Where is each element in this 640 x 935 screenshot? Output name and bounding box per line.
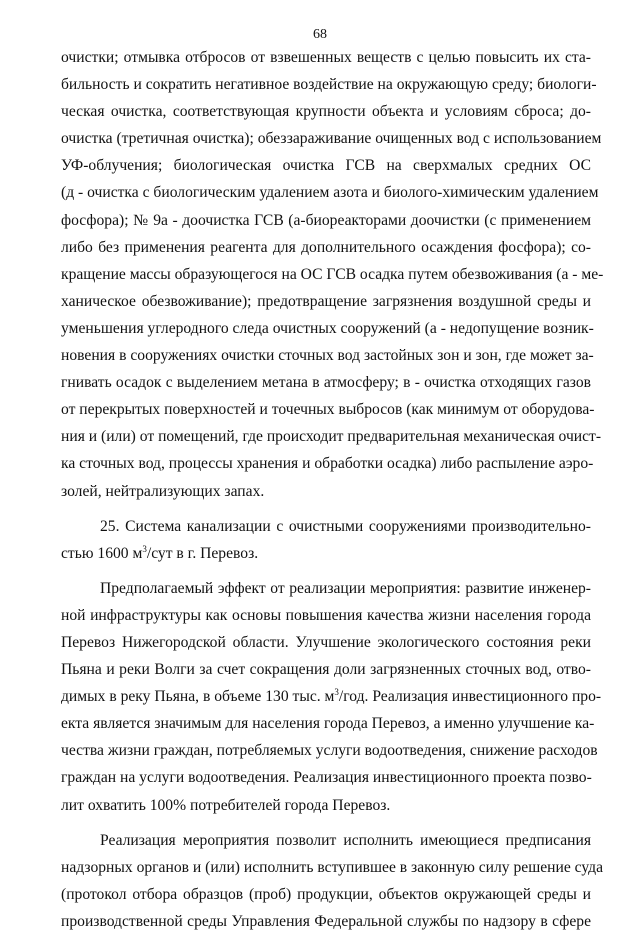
text-segment: /год. Реализация инвестиционного про- [338, 688, 602, 706]
text-line: екта является значимым для населения города Перевоз, а именно улучшение ка- [61, 715, 595, 733]
text-line: Реализация мероприятия позволит исполнить имеющиеся предписания [100, 831, 591, 849]
superscript: 3 [334, 686, 339, 697]
page-number: 68 [313, 27, 327, 42]
text-line: (протокол отбора образцов (проб) продукции, объектов окружающей среды и [61, 885, 591, 903]
text-line: надзорных органов и (или) исполнить вступившее в законную силу решение суда [61, 858, 604, 876]
paragraph-expected-effect [61, 575, 602, 819]
text-line: ной инфраструктуры как основы повышения качества жизни населения города [61, 606, 591, 624]
text-line: ческая очистка, соответствующая крупности объекта и условиям сброса; до- [61, 103, 591, 121]
text-line [61, 683, 602, 710]
text-line: 25. Система канализации с очистными сооружениями производительно- [100, 517, 591, 535]
text-line: фосфора); № 9а - доочистка ГСВ (а-биореакторами доочистки (с применением [61, 211, 591, 229]
text-line: ния и (или) от помещений, где происходит предварительная механическая очист- [61, 428, 602, 446]
text-segment: димых в реку Пьяна, в объеме 130 тыс. м [61, 688, 335, 706]
text-line: либо без применения реагента для дополнительного осаждения фосфора); со- [61, 238, 591, 256]
paragraph-item-25 [61, 513, 591, 567]
text-line: чества жизни граждан, потребляемых услуги водоотведения, снижение расходов [61, 742, 598, 760]
text-line: Предполагаемый эффект от реализации мероприятия: развитие инженер- [100, 579, 591, 597]
text-line: ка сточных вод, процессы хранения и обработки осадка) либо распыление аэро- [61, 455, 594, 473]
text-line: Перевоз Нижегородской области. Улучшение экологического состояния реки [61, 633, 591, 651]
text-line: золей, нейтрализующих запах. [61, 482, 265, 500]
text-line: очистки; отмывка отбросов от взвешенных веществ с целью повысить их ста- [61, 49, 591, 66]
text-line: новения в сооружениях очистки сточных вод застойных зон и зон, где может за- [61, 347, 594, 365]
paragraph-implementation [61, 827, 604, 935]
text-line: бильность и сократить негативное воздействие на окружающую среду; биологи- [61, 76, 597, 94]
paragraph-spacing [61, 819, 591, 827]
text-line: Пьяна и реки Волги за счет сокращения доли загрязненных сточных вод, отво- [61, 661, 591, 679]
text-line: лит охватить 100% потребителей города Перевоз. [61, 796, 391, 814]
text-line: очистка (третичная очистка); обеззараживание очищенных вод с использованием [61, 130, 602, 148]
paragraph-spacing [61, 567, 591, 575]
text-line: (д - очистка с биологическим удалением азота и биолого-химическим удалением [61, 184, 599, 202]
text-line: гнивать осадок с выделением метана в атмосферу; в - очистка отходящих газов [61, 374, 591, 392]
superscript: 3 [142, 543, 147, 554]
text-segment: /сут в г. Перевоз. [146, 544, 259, 562]
text-line: кращение массы образующегося на ОС ГСВ осадка путем обезвоживания (а - ме- [61, 265, 604, 283]
paragraph-treatment-methods [61, 44, 604, 505]
text-line: от перекрытых поверхностей и точечных выбросов (как минимум от оборудова- [61, 401, 595, 419]
text-line [61, 540, 591, 567]
document-body [61, 44, 604, 935]
paragraph-spacing [61, 505, 591, 513]
text-line: ханическое обезвоживание); предотвращение загрязнения воздушной среды и [61, 292, 591, 310]
text-line: уменьшения углеродного следа очистных сооружений (а - недопущение возник- [61, 319, 594, 337]
text-line: производственной среды Управления Федеральной службы по надзору в сфере [61, 912, 591, 930]
text-segment: стью 1600 м [61, 544, 143, 562]
text-line: граждан на услуги водоотведения. Реализация инвестиционного проекта позво- [61, 769, 592, 787]
text-line: УФ-облучения; биологическая очистка ГСВ на сверхмалых средних ОС [61, 157, 591, 175]
